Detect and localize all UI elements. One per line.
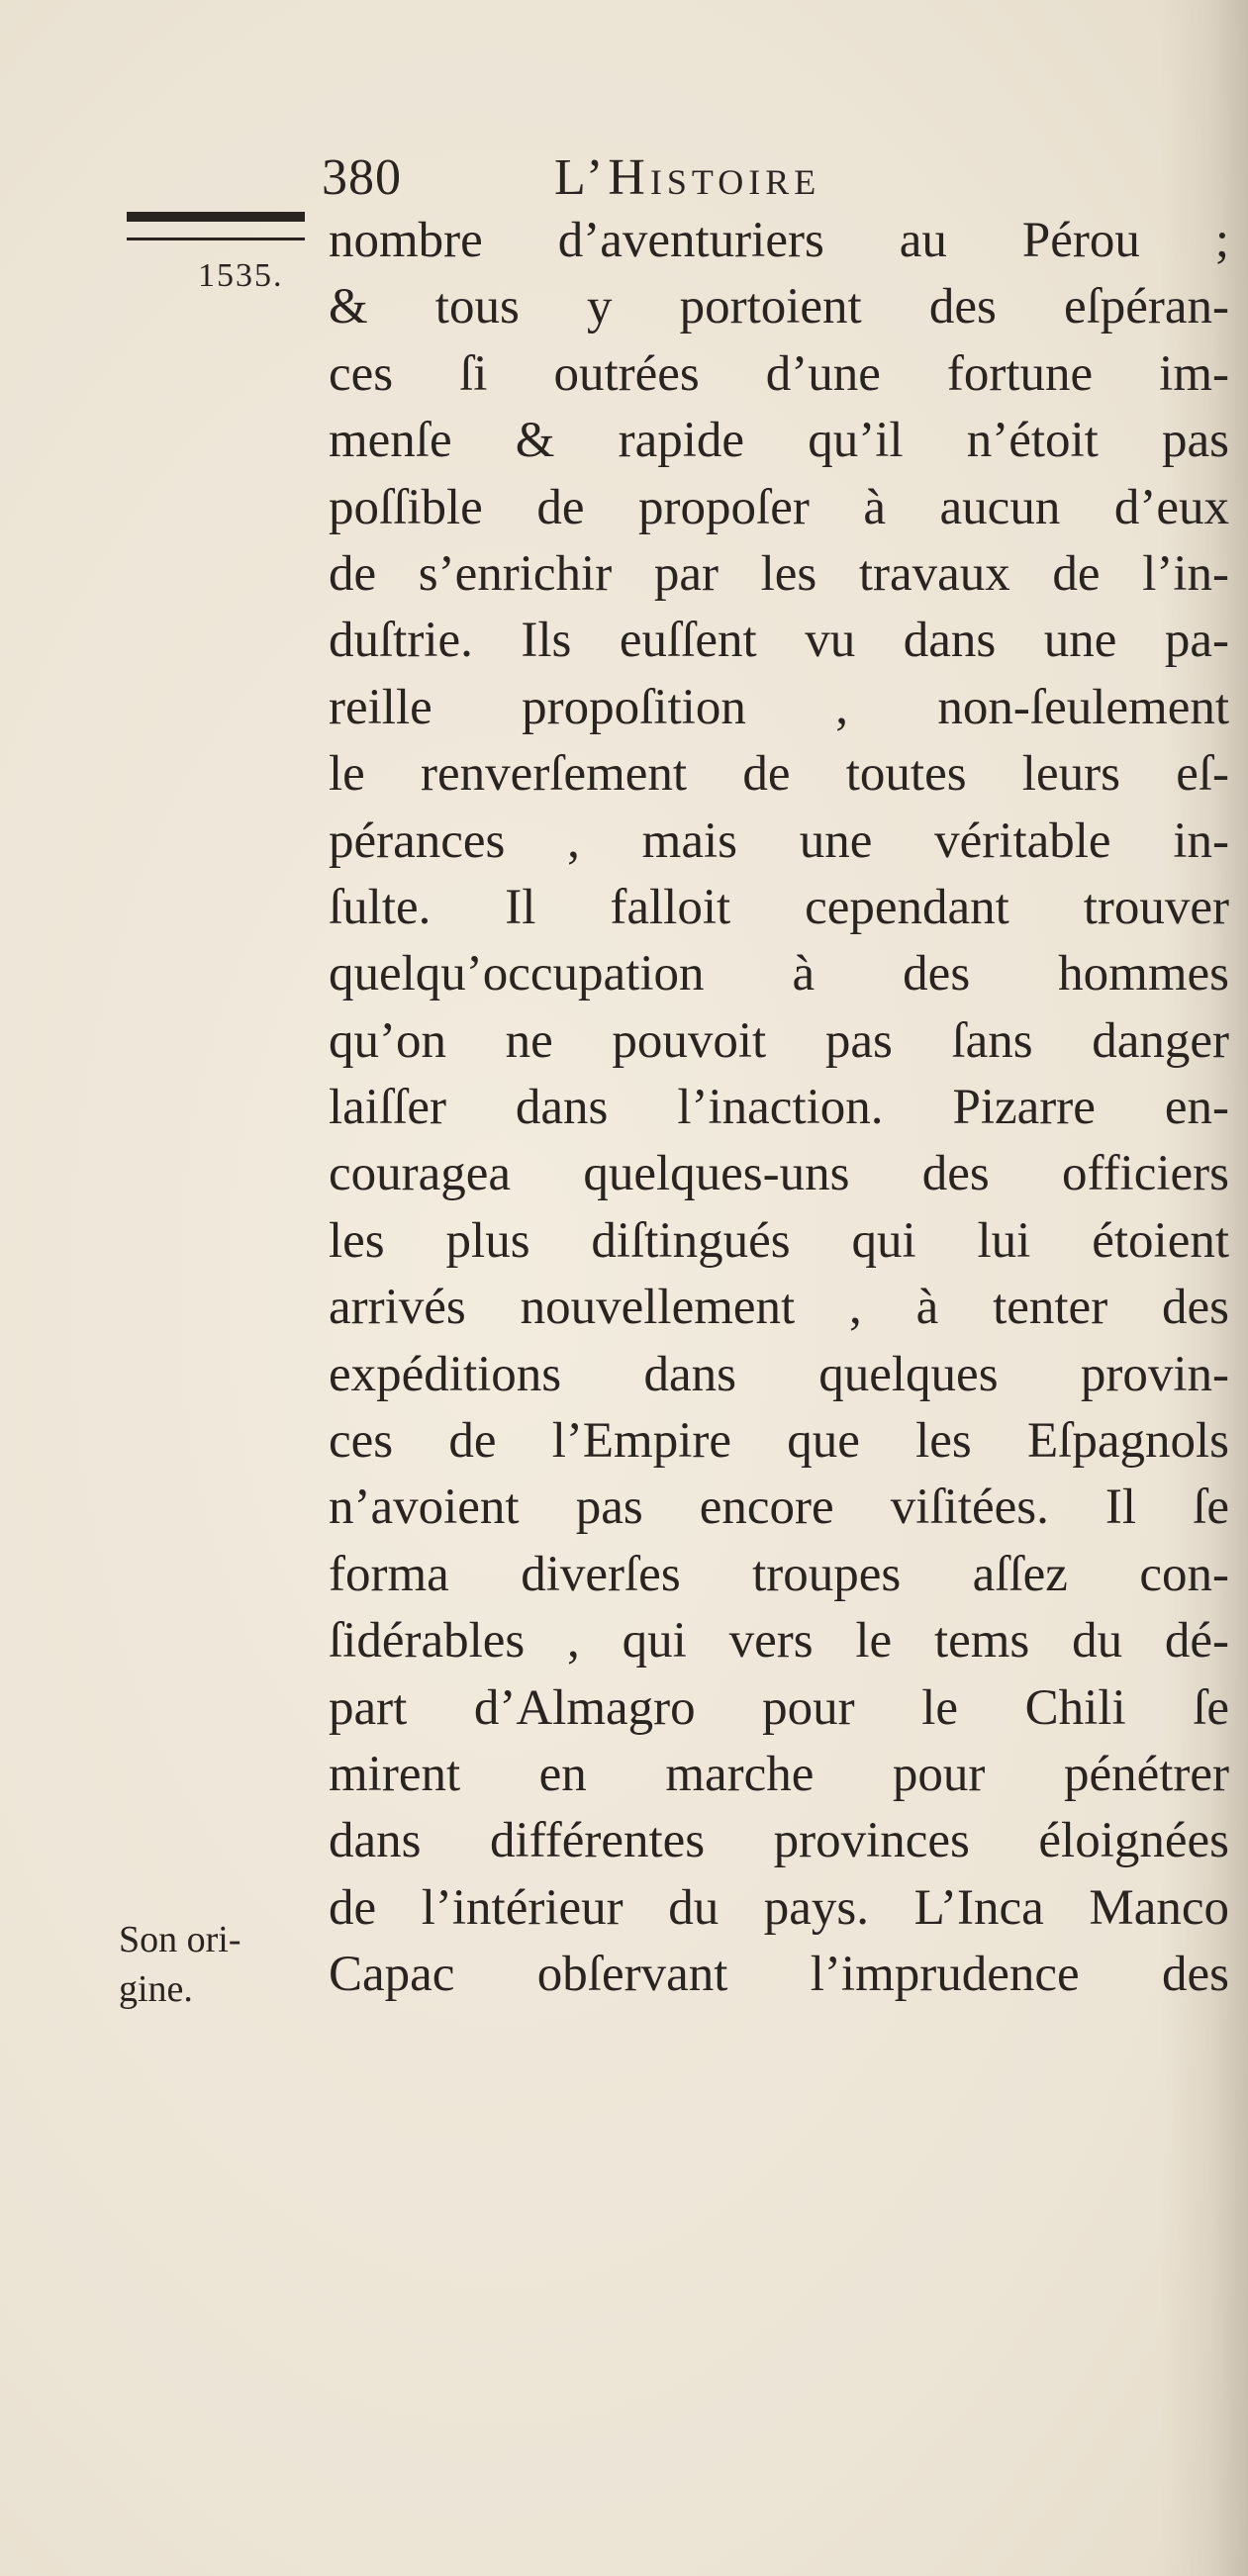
text-line: & tous y portoient des eſpéran- <box>329 279 1229 335</box>
text-line: de l’intérieur du pays. L’Inca Manco <box>329 1879 1229 1936</box>
text-line: ces ſi outrées d’une fortune im- <box>329 345 1229 402</box>
margin-rule-thin <box>127 238 305 240</box>
text-line: nombre d’aventuriers au Pérou ; <box>329 213 1229 268</box>
text-line: de s’enrichir par les travaux de l’in- <box>329 545 1229 602</box>
text-line: dans différentes provinces éloignées <box>329 1813 1229 1869</box>
text-line: couragea quelques-uns des officiers <box>329 1146 1229 1202</box>
side-note-line: gine. <box>119 1968 193 2010</box>
body-text <box>329 208 1229 2009</box>
running-title: L’Histoire <box>554 149 821 206</box>
text-line: reille propoſition , non-ſeulement <box>329 679 1229 735</box>
text-line: laiſſer dans l’inaction. Pizarre en- <box>329 1080 1229 1136</box>
page-number: 380 <box>322 149 402 206</box>
text-line: poſſible de propoſer à aucun d’eux <box>329 479 1229 535</box>
text-line: duſtrie. Ils euſſent vu dans une pa- <box>329 613 1229 669</box>
text-line: les plus diſtingués qui lui étoient <box>329 1212 1229 1269</box>
text-line: pérances , mais une véritable in- <box>329 812 1229 869</box>
text-line: part d’Almagro pour le Chili ſe <box>329 1679 1229 1736</box>
text-line: ces de l’Empire que les Eſpagnols <box>329 1413 1229 1470</box>
margin-year: 1535. <box>198 257 284 294</box>
side-note-line: Son ori- <box>119 1919 241 1960</box>
text-line: forma diverſes troupes aſſez con- <box>329 1546 1229 1602</box>
text-line: menſe & rapide qu’il n’étoit pas <box>329 413 1229 469</box>
margin-rule-thick <box>127 212 305 222</box>
text-line: le renverſement de toutes leurs eſ- <box>329 746 1229 803</box>
text-line: arrivés nouvellement , à tenter des <box>329 1280 1229 1336</box>
text-line: expéditions dans quelques provin- <box>329 1346 1229 1402</box>
text-line: n’avoient pas encore viſitées. Il ſe <box>329 1479 1229 1536</box>
text-line: Capac obſervant l’imprudence des <box>329 1947 1229 2003</box>
text-line: quelqu’occupation à des hommes <box>329 946 1229 1002</box>
text-line: mirent en marche pour pénétrer <box>329 1746 1229 1802</box>
text-line: ſidérables , qui vers le tems du dé- <box>329 1613 1229 1670</box>
text-line: qu’on ne pouvoit pas ſans danger <box>329 1012 1229 1069</box>
margin-side-note <box>119 1915 241 2014</box>
text-line: ſulte. Il falloit cependant trouver <box>329 879 1229 935</box>
